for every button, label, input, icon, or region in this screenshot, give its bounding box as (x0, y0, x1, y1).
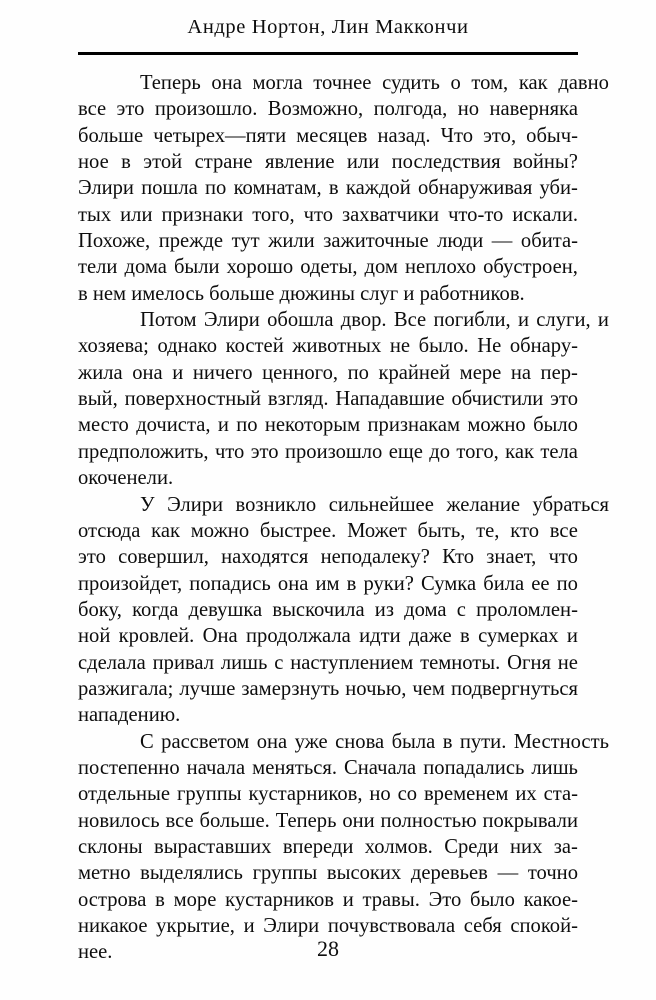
word: дома (124, 256, 167, 279)
word: пути. (459, 730, 507, 753)
word: двор. (340, 309, 387, 332)
word: поверхностный (124, 388, 262, 411)
word: выраставших (153, 835, 272, 858)
word: это (78, 546, 106, 569)
text-line: нее. (78, 941, 113, 964)
word: все (165, 809, 194, 832)
word: Может (347, 519, 407, 542)
word: все (78, 98, 107, 121)
word: это, (483, 124, 517, 147)
word: можно (190, 519, 250, 542)
word: этой (143, 151, 183, 174)
text-line (78, 412, 578, 438)
word: произошло (284, 440, 383, 463)
word: Сумка (421, 572, 477, 595)
word: желание (446, 493, 521, 516)
word: Кто (442, 546, 475, 569)
word: войны? (513, 151, 578, 174)
word: обустроен, (483, 256, 578, 279)
text-line (78, 597, 578, 623)
word: была (391, 730, 436, 753)
word: девушка (188, 598, 263, 621)
word: том, (471, 72, 509, 94)
word: боку, (78, 598, 122, 621)
word: тели (78, 256, 118, 279)
word: по (236, 414, 258, 437)
word: идти (359, 625, 401, 648)
word: в (442, 730, 453, 753)
word: наступлением (290, 651, 414, 674)
word: это (250, 440, 279, 463)
text-line (78, 96, 578, 122)
word: ночью, (345, 677, 407, 700)
word: почувствовала (327, 915, 456, 937)
word: полностью (380, 809, 477, 832)
word: дочиста, (136, 414, 211, 437)
word: признаки (161, 203, 244, 226)
word: острова (78, 888, 147, 911)
text-line (78, 887, 578, 913)
word: Нападавшие (335, 388, 445, 411)
word: это (116, 98, 145, 121)
word: Похоже, (78, 230, 151, 253)
word: Элири (263, 915, 320, 937)
word: отдельные (78, 783, 171, 806)
word: быть, (417, 519, 466, 542)
word: проломлен- (476, 598, 578, 621)
word: с (456, 598, 466, 621)
word: их (515, 783, 537, 806)
text-line (78, 755, 578, 781)
word: могла (252, 72, 303, 94)
text-line (78, 650, 578, 676)
word: по (347, 361, 369, 384)
word: захватчики (342, 203, 440, 226)
word: темноты. (420, 651, 501, 674)
word: когда (132, 598, 179, 621)
word: как (505, 440, 535, 463)
word: хорошо (226, 256, 294, 279)
word: неплохо (404, 256, 477, 279)
word: зажиточные (323, 230, 429, 253)
word: новилось (78, 809, 160, 832)
word: кустарников, (248, 783, 363, 806)
word: того, (456, 440, 499, 463)
word: снова (335, 730, 385, 753)
word: склоны (78, 835, 143, 858)
word: ное (78, 151, 109, 174)
word: из (374, 598, 394, 621)
word: искали. (512, 203, 578, 226)
word: в (155, 888, 165, 911)
word: и (342, 888, 354, 911)
word: как (518, 72, 548, 94)
word: Среди (444, 835, 499, 858)
word: высоких (326, 862, 402, 885)
word: обнаруживая (417, 177, 533, 200)
text-line (78, 123, 578, 149)
word: Это (428, 888, 462, 911)
text-line (78, 254, 578, 280)
word: У (140, 493, 155, 516)
word: полгода, (373, 98, 448, 121)
word: по (556, 572, 578, 595)
word: предположить, (78, 440, 209, 463)
word: быстрее. (259, 519, 337, 542)
word: и (243, 915, 255, 937)
word: точно (527, 862, 578, 885)
word: те, (476, 519, 500, 542)
word: привал (152, 651, 215, 674)
word: в (121, 151, 131, 174)
word: она (132, 361, 163, 384)
word: обнару- (509, 335, 578, 358)
word: каждой (345, 177, 411, 200)
word: спокой- (510, 915, 578, 937)
word: группы (176, 783, 242, 806)
word: одеты, (300, 256, 358, 279)
word: по (205, 177, 227, 200)
word: Теперь (140, 72, 201, 94)
word: Не (477, 335, 502, 358)
word: чем (412, 677, 445, 700)
word: со (397, 783, 418, 806)
word: место (78, 414, 129, 437)
word: ной (78, 625, 111, 648)
word: меняться. (252, 756, 337, 779)
word: больше (78, 124, 144, 147)
word: лишь (220, 651, 268, 674)
word: животных (292, 335, 382, 358)
word: хозяева; (78, 335, 149, 358)
word: но (457, 98, 480, 121)
word: убраться (532, 493, 609, 516)
word: находятся (221, 546, 309, 569)
word: но (369, 783, 391, 806)
word: укрытие, (156, 915, 235, 937)
paragraph-2 (78, 307, 609, 491)
word: было (533, 414, 578, 437)
word: слуги, (536, 309, 591, 332)
word: и (566, 625, 578, 648)
word: уже (294, 730, 328, 753)
word: лишь (531, 756, 578, 779)
word: или (346, 151, 380, 174)
word: признакам (367, 414, 461, 437)
page-number: 28 (317, 936, 339, 961)
word: Элири (78, 177, 134, 200)
word: и (517, 309, 529, 332)
word: Она (202, 625, 238, 648)
text-line (109, 492, 609, 518)
word: крайней (378, 361, 451, 384)
word: пошла (141, 177, 198, 200)
word: жили (268, 230, 315, 253)
word: никакое (78, 915, 148, 937)
word: произойдет, (78, 572, 183, 595)
word: Местность (513, 730, 609, 753)
text-line: окоченели. (78, 467, 174, 490)
word: в (346, 572, 357, 595)
word: метно (78, 862, 131, 885)
word: некоторым (264, 414, 361, 437)
paragraph-4 (78, 729, 609, 966)
word: и (597, 309, 609, 332)
word: подвергнуться (450, 677, 578, 700)
word: давно (558, 72, 609, 94)
word: обчистили (451, 388, 544, 411)
word: больше. (199, 809, 270, 832)
word: била (483, 572, 525, 595)
word: тых (78, 203, 112, 226)
word: ничего (192, 361, 253, 384)
word: наверняка (489, 98, 578, 121)
word: какое- (523, 888, 578, 911)
word: они (342, 809, 375, 832)
word: были (173, 256, 220, 279)
word: взгляд. (267, 388, 329, 411)
word: ценного, (262, 361, 339, 384)
word: группы (252, 862, 318, 885)
word: себя (463, 915, 502, 937)
text-line: в нем имелось больше дюжины слуг и работников. (78, 282, 525, 305)
word: жила (78, 361, 123, 384)
text-line (78, 228, 578, 254)
word: даже (408, 625, 452, 648)
text-line (78, 360, 578, 386)
word: дома (404, 598, 447, 621)
word: кустарников (225, 888, 334, 911)
word: холмов. (364, 835, 433, 858)
word: сильнейшее (328, 493, 434, 516)
word: них (510, 835, 543, 858)
word: прежде (158, 230, 224, 253)
word: четырех—пяти (153, 124, 287, 147)
word: продолжала (246, 625, 351, 648)
word: возникло (235, 493, 317, 516)
word: люди (437, 230, 484, 253)
word: обыч- (526, 124, 578, 147)
word: Возможно, (267, 98, 364, 121)
word: можно (467, 414, 526, 437)
text-line: нападению. (78, 704, 181, 727)
text-line (78, 860, 578, 886)
word: месяцев (296, 124, 368, 147)
text-line (78, 175, 578, 201)
word: что (214, 440, 245, 463)
word: Элири (167, 493, 224, 516)
word: отсюда (78, 519, 141, 542)
word: обита- (520, 230, 578, 253)
word: рассветом (161, 730, 250, 753)
word: — (491, 230, 513, 253)
running-head: Андре Нортон, Лин Маккончи (187, 16, 469, 38)
paragraph-1 (78, 70, 609, 307)
word: Элири (203, 309, 260, 332)
text-line (78, 544, 578, 570)
text-line (109, 70, 609, 96)
word: произошло. (154, 98, 258, 121)
word: последствия (391, 151, 501, 174)
word: и (217, 414, 229, 437)
word: все (549, 519, 578, 542)
text-line (78, 518, 578, 544)
header-rule (78, 52, 578, 55)
word: что (548, 546, 578, 569)
word: не (557, 651, 578, 674)
word: начала (186, 756, 246, 779)
word: погибли, (433, 309, 511, 332)
word: Теперь (275, 809, 337, 832)
word: Огня (507, 651, 551, 674)
word: на (510, 361, 531, 384)
word: руки? (363, 572, 414, 595)
word: с (274, 651, 284, 674)
word: травы. (362, 888, 420, 911)
text-line (78, 439, 578, 465)
word: лучше (179, 677, 236, 700)
word: С (140, 730, 154, 753)
word: ста- (543, 783, 578, 806)
word: впереди (282, 835, 354, 858)
word: обошла (267, 309, 334, 332)
word: выделялись (140, 862, 243, 885)
word: и (172, 361, 184, 384)
word: тут (231, 230, 260, 253)
word: было (469, 888, 515, 911)
text-line (78, 149, 578, 175)
word: уби- (539, 177, 578, 200)
word: Все (393, 309, 427, 332)
word: судить (382, 72, 440, 94)
word: разжигала; (78, 677, 174, 700)
word: Что (440, 124, 474, 147)
word: совершил, (118, 546, 209, 569)
word: стране (194, 151, 253, 174)
text-line (78, 781, 578, 807)
word: пер- (540, 361, 578, 384)
word: им (315, 572, 340, 595)
text-line (78, 202, 578, 228)
text-line (78, 676, 578, 702)
word: Потом (140, 309, 197, 332)
word: попадись (189, 572, 271, 595)
word: деревьев (410, 862, 488, 885)
word: она (256, 730, 288, 753)
word: ее (531, 572, 550, 595)
text-line (78, 386, 578, 412)
word: постепенно (78, 756, 180, 779)
word: сделала (78, 651, 146, 674)
word: вый, (78, 388, 118, 411)
word: за- (553, 835, 578, 858)
word: было. (418, 335, 469, 358)
text-line (78, 808, 578, 834)
word: дом (364, 256, 398, 279)
word: комнатам, (233, 177, 322, 200)
word: море (173, 888, 217, 911)
word: она (211, 72, 242, 94)
word: неподалеку? (320, 546, 430, 569)
word: в (460, 625, 470, 648)
word: до (429, 440, 451, 463)
word: это (550, 388, 578, 411)
word: кто (510, 519, 539, 542)
word: кровлей. (118, 625, 195, 648)
word: что-то (448, 203, 504, 226)
word: тела (540, 440, 578, 463)
word: мере (459, 361, 502, 384)
text-line (78, 623, 578, 649)
word: — (497, 862, 519, 885)
text-line (78, 571, 578, 597)
word: о (450, 72, 461, 94)
word: знает, (486, 546, 537, 569)
word: костей (225, 335, 284, 358)
word: она (277, 572, 309, 595)
word: назад. (377, 124, 431, 147)
word: Сначала (344, 756, 417, 779)
word: попадались (423, 756, 525, 779)
word: не (389, 335, 411, 358)
word: как (151, 519, 180, 542)
paragraph-3 (78, 492, 609, 729)
word: того, (252, 203, 295, 226)
word: или (120, 203, 153, 226)
text-line (109, 307, 609, 333)
word: однако (157, 335, 218, 358)
text-line (78, 834, 578, 860)
word: еще (388, 440, 423, 463)
text-line (78, 333, 578, 359)
text-line (109, 729, 609, 755)
word: выскочила (272, 598, 365, 621)
word: точнее (313, 72, 372, 94)
word: временем (423, 783, 509, 806)
body-text-block (78, 70, 609, 966)
word: явление (264, 151, 335, 174)
word: покрывали (482, 809, 578, 832)
word: в (328, 177, 339, 200)
word: что (303, 203, 333, 226)
word: сумерках (478, 625, 559, 648)
word: замерзнуть (241, 677, 340, 700)
